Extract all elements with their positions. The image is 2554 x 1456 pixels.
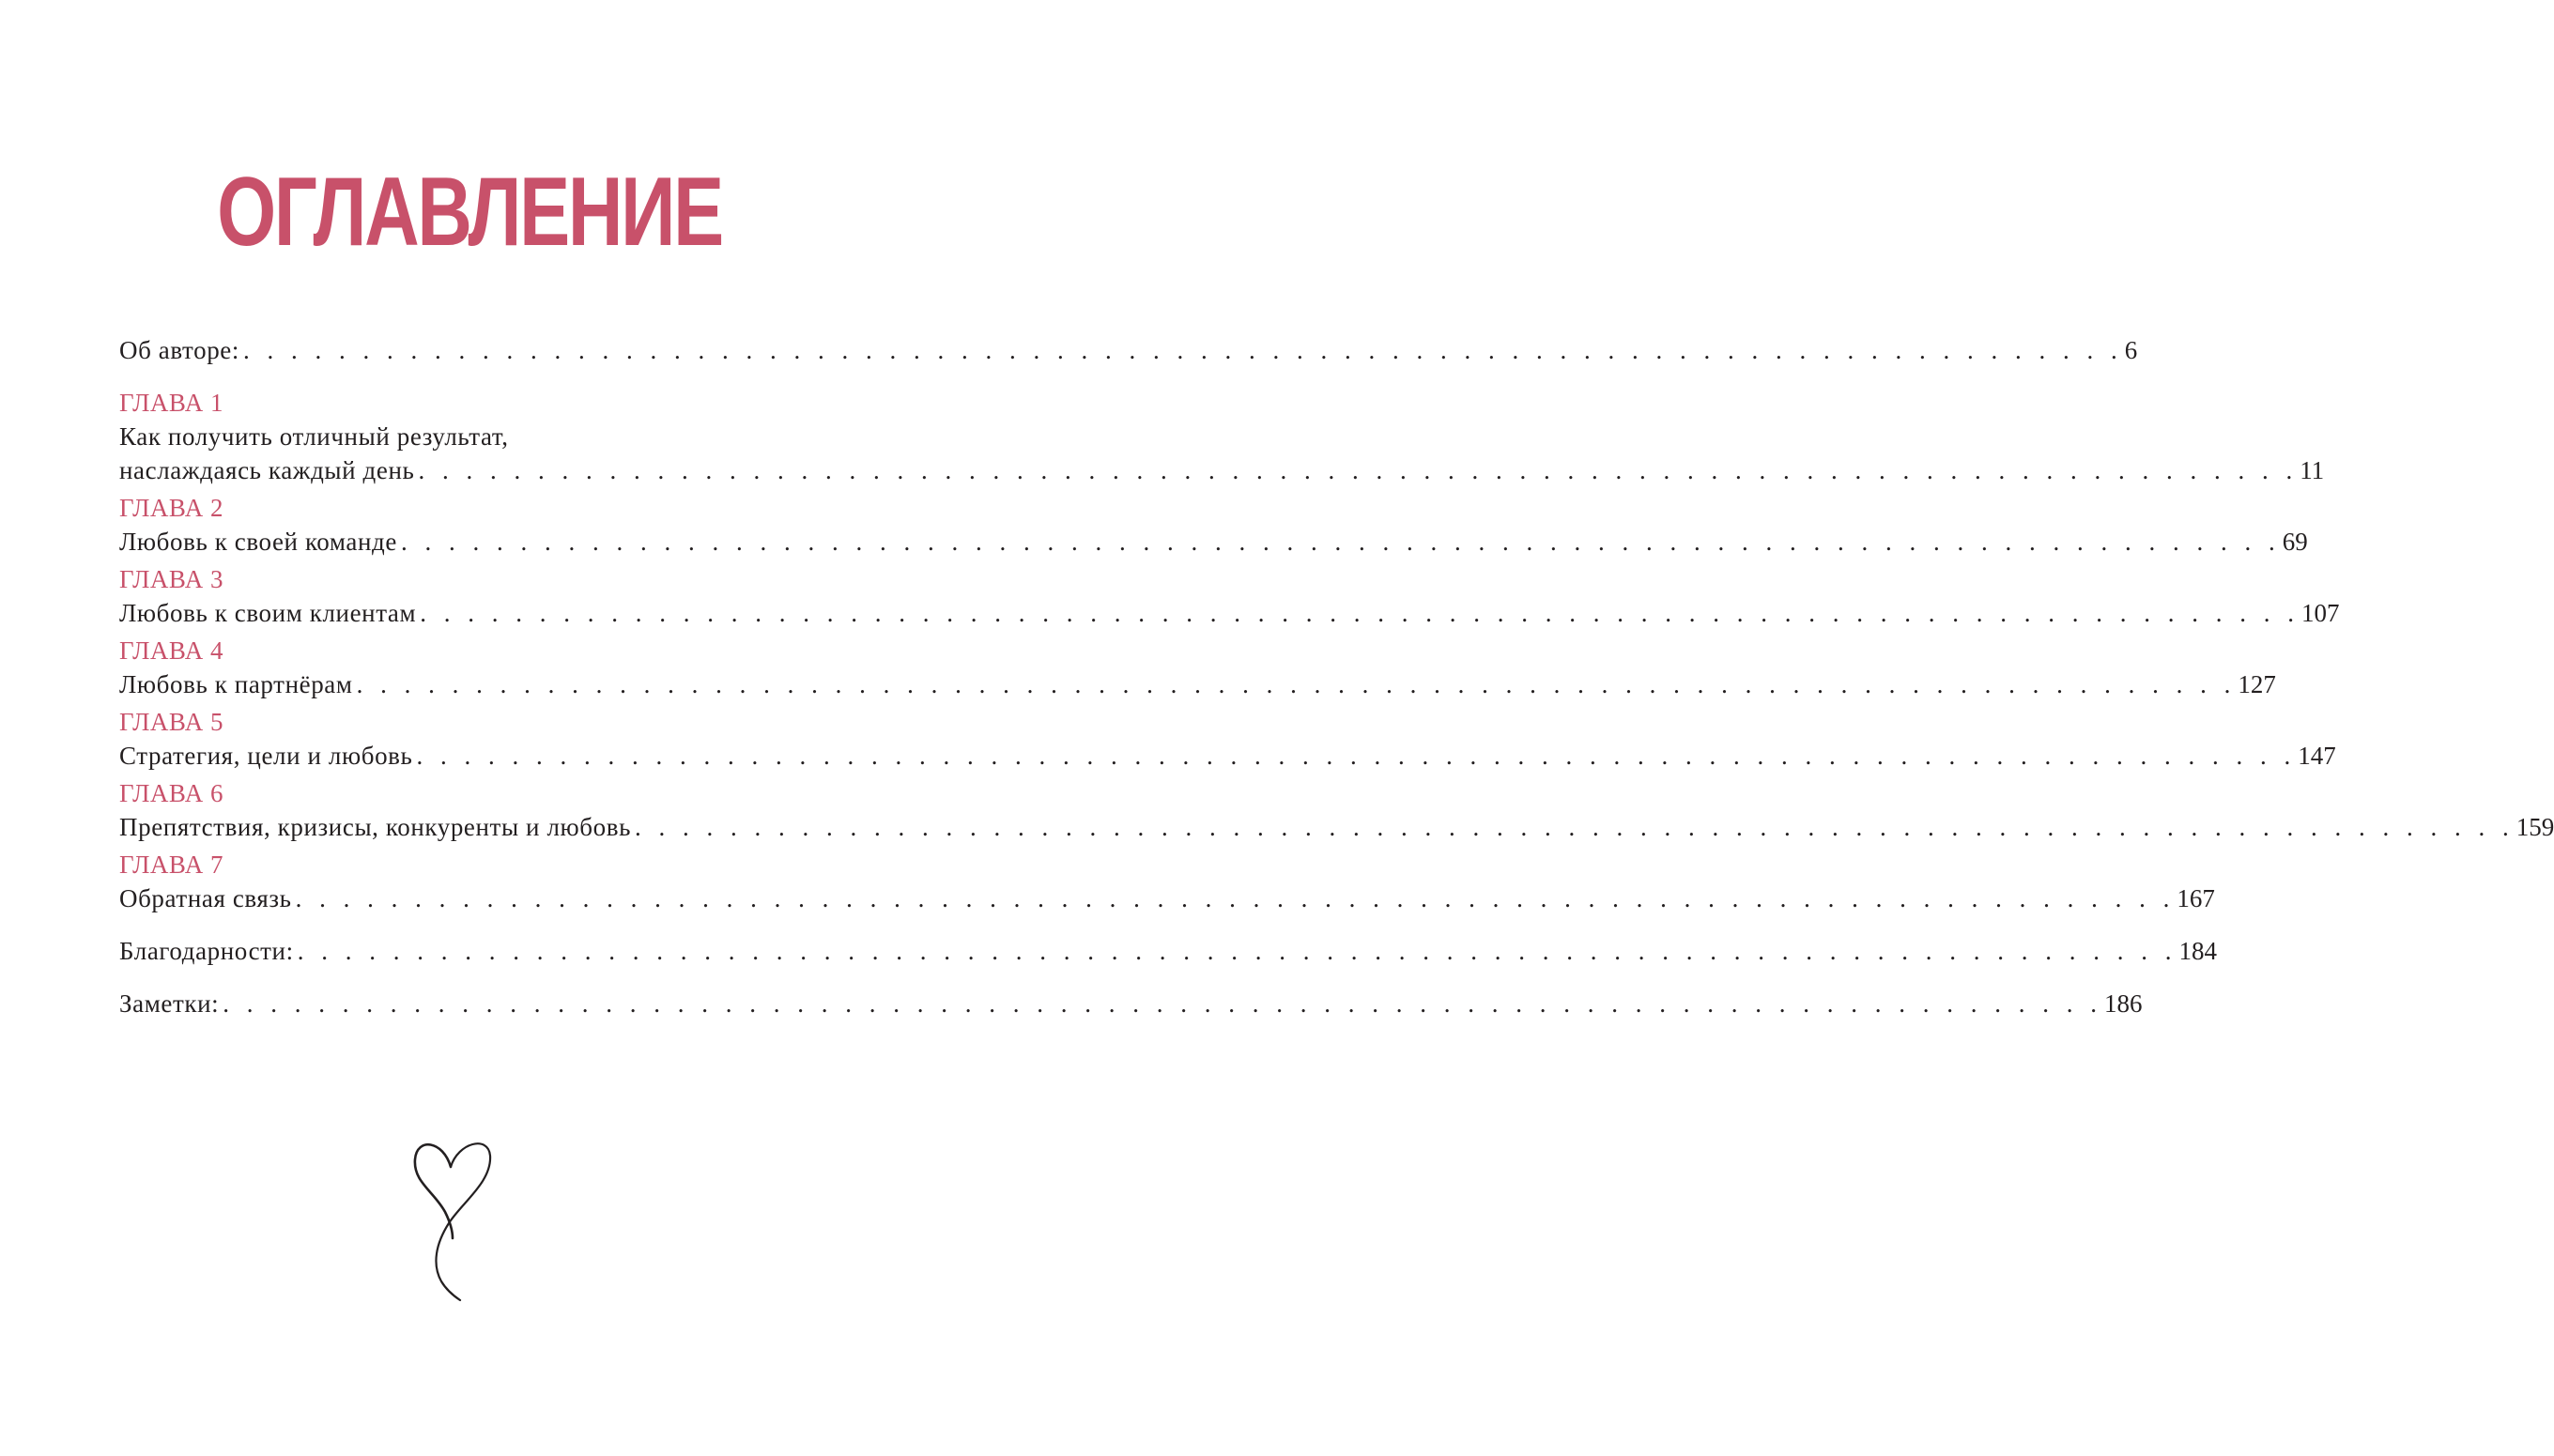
dot-leader: . . . . . . . . . . . . . . . . . . . . . . . . . . . . . . . . . . . . . . . . . . . . . . . . . . . . . . . . . . . . . . . . . . . . . . . . . . . . . . . — [416, 742, 2297, 770]
toc-entry-chapter-4[interactable] — [119, 667, 2276, 701]
toc-entry-label: Любовь к партнёрам — [119, 670, 353, 698]
toc-entry-about-author[interactable] — [119, 333, 2138, 367]
toc-page-number: 167 — [2177, 884, 2215, 912]
chapter-heading: ГЛАВА 3 — [119, 565, 223, 593]
toc-entry-label: Любовь к своей команде — [119, 528, 397, 556]
toc-page-number: 11 — [2300, 456, 2325, 484]
toc-entry-label: Об авторе: — [119, 336, 239, 364]
dot-leader: . . . . . . . . . . . . . . . . . . . . . . . . . . . . . . . . . . . . . . . . . . . . . . . . . . . . . . . . . . . . . . . . . . . . . . . . . . . . . . . — [297, 937, 2177, 965]
toc-page-number: 69 — [2282, 528, 2308, 556]
toc-page-number: 184 — [2178, 937, 2217, 965]
toc-entry-label-line1: Как получить отличный результат, — [119, 422, 509, 451]
toc-entry-label: Препятствия, кризисы, конкуренты и любовь — [119, 813, 631, 841]
toc-page-number: 6 — [2124, 336, 2138, 364]
toc-entry-label: Обратная связь — [119, 884, 292, 912]
toc-entry-chapter-3[interactable] — [119, 596, 2340, 630]
heart-icon — [409, 1133, 500, 1302]
toc-page-number: 147 — [2298, 742, 2336, 770]
toc-entry-chapter-1[interactable] — [119, 453, 2325, 487]
toc-page-number: 127 — [2238, 670, 2276, 698]
toc-page-number: 107 — [2300, 599, 2340, 627]
toc-entry-label: Благодарности: — [119, 937, 294, 965]
toc-entry-chapter-2[interactable] — [119, 525, 2308, 559]
toc-entry-label: Заметки: — [119, 989, 220, 1018]
toc-entry-acknowledgements[interactable] — [119, 934, 2217, 968]
toc-entry-label: наслаждаясь каждый день — [119, 456, 415, 484]
page-title: ОГЛАВЛЕНИЕ — [217, 158, 722, 267]
dot-leader: . . . . . . . . . . . . . . . . . . . . . . . . . . . . . . . . . . . . . . . . . . . . . . . . . . . . . . . . . . . . . . . . . . . . . . . . . . . . . . . — [420, 599, 2300, 627]
dot-leader: . . . . . . . . . . . . . . . . . . . . . . . . . . . . . . . . . . . . . . . . . . . . . . . . . . . . . . . . . . . . . . . . . . . . . . . . . . . . . . . — [634, 813, 2515, 841]
dot-leader: . . . . . . . . . . . . . . . . . . . . . . . . . . . . . . . . . . . . . . . . . . . . . . . . . . . . . . . . . . . . . . . . . . . . . . . . . . . . . . . — [242, 336, 2123, 364]
toc-entry-label: Стратегия, цели и любовь — [119, 742, 413, 770]
dot-leader: . . . . . . . . . . . . . . . . . . . . . . . . . . . . . . . . . . . . . . . . . . . . . . . . . . . . . . . . . . . . . . . . . . . . . . . . . . . . . . . — [400, 528, 2281, 556]
toc-page-number: 186 — [2104, 989, 2143, 1018]
toc-entry-chapter-5[interactable] — [119, 739, 2336, 773]
chapter-heading: ГЛАВА 2 — [119, 494, 223, 522]
chapter-heading: ГЛАВА 5 — [119, 708, 223, 736]
toc-page-number: 159 — [2516, 813, 2554, 841]
toc-entry-label: Любовь к своим клиентам — [119, 599, 417, 627]
dot-leader: . . . . . . . . . . . . . . . . . . . . . . . . . . . . . . . . . . . . . . . . . . . . . . . . . . . . . . . . . . . . . . . . . . . . . . . . . . . . . . . — [223, 989, 2102, 1018]
chapter-heading: ГЛАВА 4 — [119, 636, 223, 665]
chapter-heading: ГЛАВА 7 — [119, 851, 223, 879]
dot-leader: . . . . . . . . . . . . . . . . . . . . . . . . . . . . . . . . . . . . . . . . . . . . . . . . . . . . . . . . . . . . . . . . . . . . . . . . . . . . . . . — [418, 456, 2299, 484]
toc-entry-chapter-7[interactable] — [119, 881, 2215, 915]
dot-leader: . . . . . . . . . . . . . . . . . . . . . . . . . . . . . . . . . . . . . . . . . . . . . . . . . . . . . . . . . . . . . . . . . . . . . . . . . . . . . . . — [356, 670, 2237, 698]
table-of-contents — [119, 333, 2554, 1020]
toc-entry-notes[interactable] — [119, 987, 2143, 1020]
chapter-heading: ГЛАВА 1 — [119, 389, 223, 417]
chapter-heading: ГЛАВА 6 — [119, 779, 223, 807]
dot-leader: . . . . . . . . . . . . . . . . . . . . . . . . . . . . . . . . . . . . . . . . . . . . . . . . . . . . . . . . . . . . . . . . . . . . . . . . . . . . . . . — [295, 884, 2176, 912]
toc-entry-chapter-6[interactable] — [119, 810, 2554, 844]
